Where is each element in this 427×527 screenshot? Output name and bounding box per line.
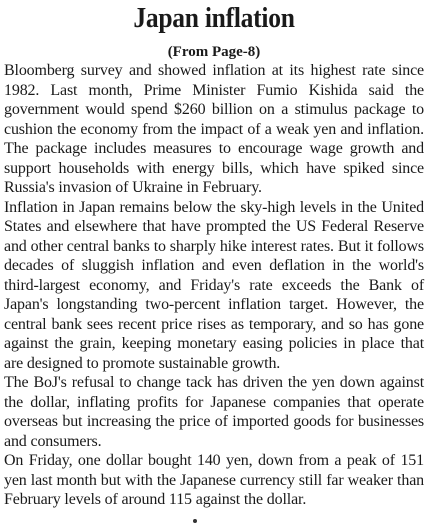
end-mark-dot bbox=[193, 519, 197, 523]
headline: Japan inflation bbox=[133, 2, 295, 34]
continuation-note: (From Page-8) bbox=[167, 44, 261, 60]
paragraph: Bloomberg survey and showed inflation at its highest rate since 1982. Last month, Prime Minister Fumio Kishida said the government would spend $260 billion on a stimulus package to cushion the economy from the impact of a weak yen and inflation. The package includes measures to encourage wage growth and support households with energy bills, which have spiked since Russia's invasion of Ukraine in February. bbox=[4, 62, 424, 196]
paragraph: The BoJ's refusal to change tack has driven the yen down against the dollar, inflating profits for Japanese companies that operate overseas but increasing the price of imported goods for businesses and consumers. bbox=[4, 374, 424, 450]
article-body bbox=[4, 61, 424, 510]
paragraph: Inflation in Japan remains below the sky-high levels in the United States and elsewhere that have prompted the US Federal Reserve and other central banks to sharply hike interest rates. But it follows decades of sluggish inflation and even deflation in the world's third-largest economy, and Friday's rate exceeds the Bank of Japan's longstanding two-percent inflation target. However, the central bank sees recent price rises as temporary, and so has gone against the grain, keeping monetary easing policies in place that are designed to promote sustainable growth. bbox=[4, 198, 424, 372]
paragraph: On Friday, one dollar bought 140 yen, down from a peak of 151 yen last month but with the Japanese currency still far weaker than February levels of around 115 against the dollar. bbox=[4, 452, 424, 508]
